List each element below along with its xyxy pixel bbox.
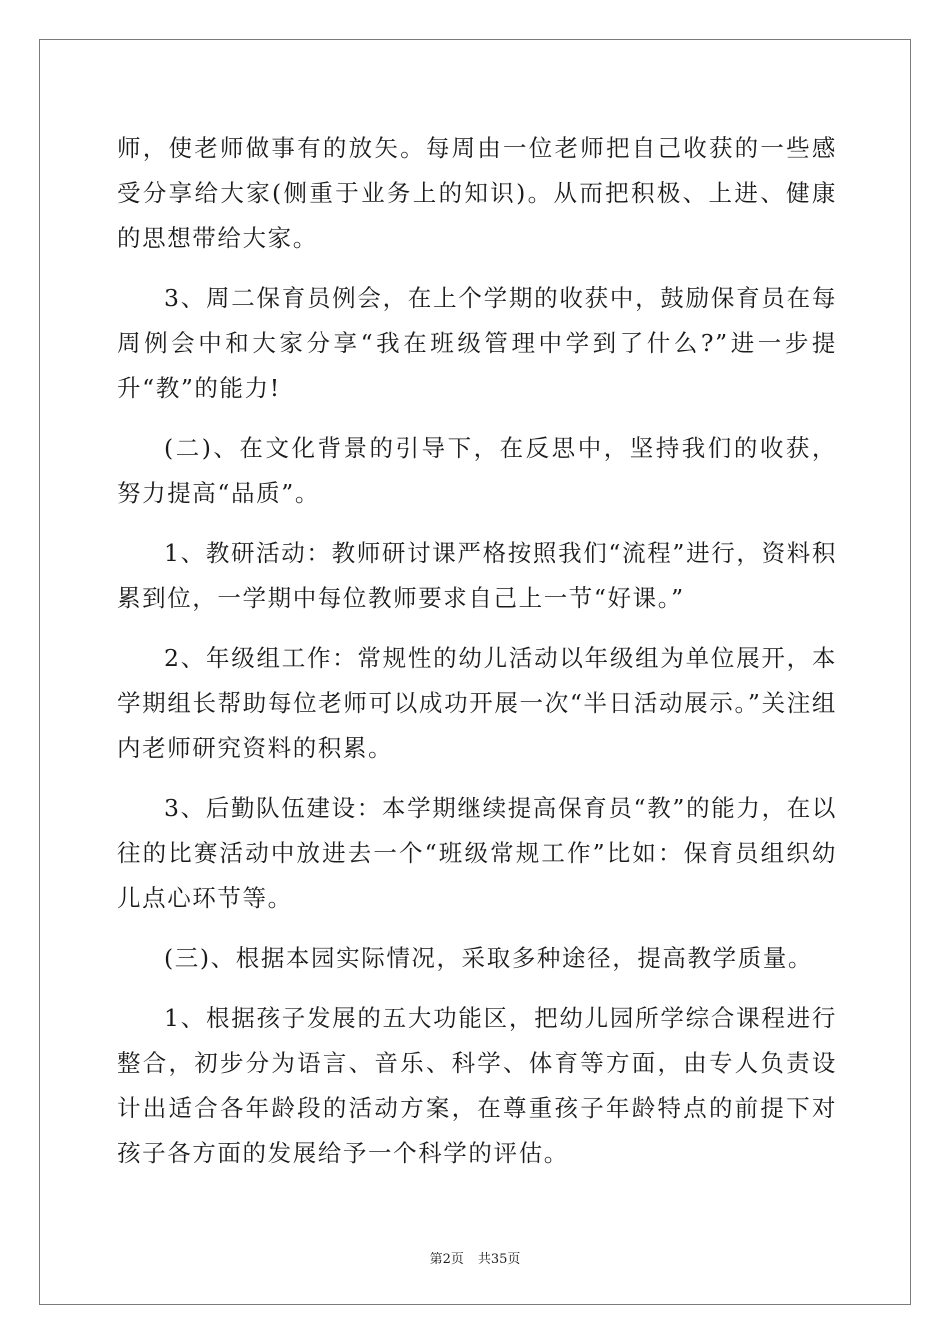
paragraph: 3、周二保育员例会，在上个学期的收获中，鼓励保育员在每周例会中和大家分享“我在班级管理中学到了什么?”进一步提升“教”的能力!	[117, 284, 837, 402]
paragraph: (三)、根据本园实际情况，采取多种途径，提高教学质量。	[164, 944, 814, 972]
paragraph: 1、教研活动：教师研讨课严格按照我们“流程”进行，资料积累到位，一学期中每位教师要求自己上一节“好课。”	[117, 539, 837, 612]
total-page-count: 共35页	[477, 1252, 521, 1267]
paragraph: 师，使老师做事有的放矢。每周由一位老师把自己收获的一些感受分享给大家(侧重于业务上的知识)。从而把积极、上进、健康的思想带给大家。	[117, 134, 837, 252]
paragraph: (二)、在文化背景的引导下，在反思中，坚持我们的收获，努力提高“品质”。	[117, 434, 837, 507]
paragraph: 3、后勤队伍建设：本学期继续提高保育员“教”的能力，在以往的比赛活动中放进去一个“班级常规工作”比如：保育员组织幼儿点心环节等。	[117, 794, 837, 912]
current-page-number: 第2页	[429, 1252, 464, 1267]
page-footer	[0, 1248, 950, 1267]
paragraph: 2、年级组工作：常规性的幼儿活动以年级组为单位展开，本学期组长帮助每位老师可以成功开展一次“半日活动展示。”关注组内老师研究资料的积累。	[117, 644, 837, 762]
paragraph: 1、根据孩子发展的五大功能区，把幼儿园所学综合课程进行整合，初步分为语言、音乐、科学、体育等方面，由专人负责设计出适合各年龄段的活动方案，在尊重孩子年龄特点的前提下对孩子各方面的发展给予一个科学的评估。	[117, 1004, 837, 1167]
document-body	[117, 126, 837, 1176]
